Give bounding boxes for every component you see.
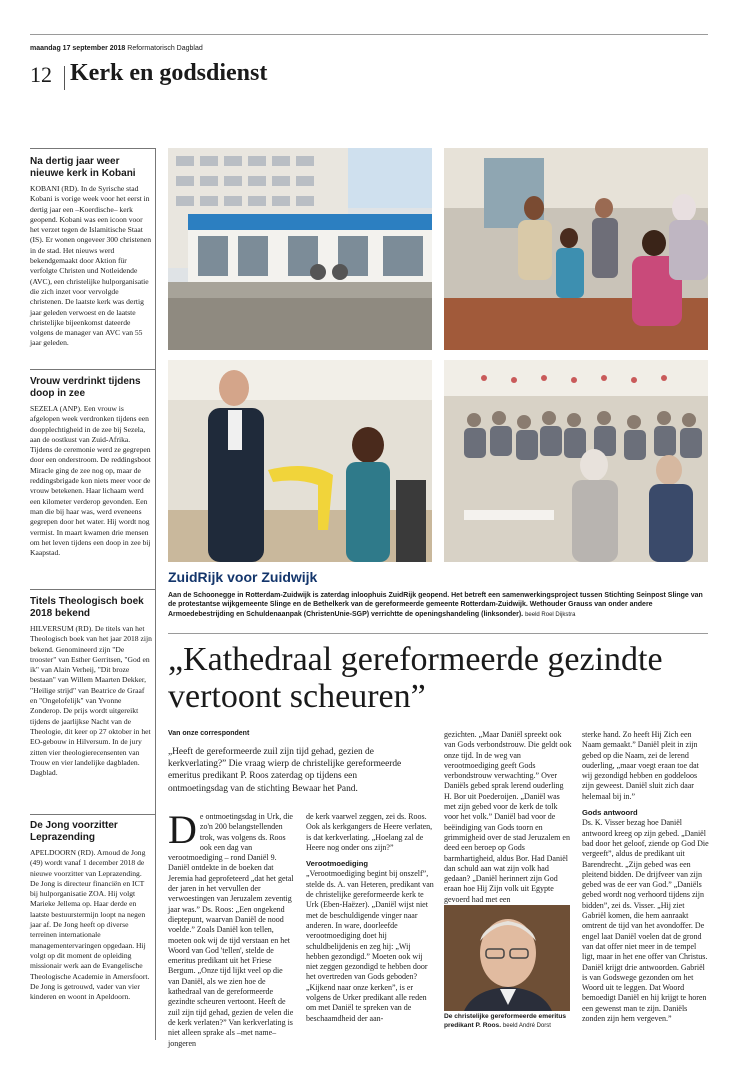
article-headline: „Kathedraal gereformeerde gezindte vertoont scheuren” [168,641,663,715]
column-text: Ds. K. Visser bezag hoe Daniël antwoord kreeg op zijn gebed. „Daniël bad door het geloof, ziende op God Die vergeeft”, aldus de predikant uit Barendrecht. „Zijn gebed was een pleitend bidden. De drijfveer van zijn gebed was de eer van God.” „Daniëls gebed wordt nog verhoord tijdens zijn bidden”, zei ds. Visser. „Hij ziet Gabriël komen, die hem aanraakt omtrent de tijd van het avondoffer. De engel laat Daniël voelen dat de grond van dat offer niet meer in de tempel ligt, maar in het ene offer van Christus. Daniël krijgt drie antwoorden. Gabriël is van Godswege gezonden om het Woord uit te leggen. Dat Woord bemoedigt Daniël en hij krijgt te horen een gewenst man te zijn. Daniëls zonden zijn hem vergeven.” [582,818,709,1024]
article-column-3 [444,730,572,905]
brief-title: De Jong voorzitter Leprazending [30,820,118,843]
sidebar-separator [30,369,156,370]
column-text: sterke hand. Zo heeft Hij Zich een Naam gemaakt.” Daniël pleit in zijn gebed op die Naam, zei de lerend ouderling, „maar voegt eraan toe dat wij gezondigd hebben en goddeloos zijn geweest. Daniël sluit zich daar helemaal bij in.” [582,730,699,801]
caption-text: Aan de Schoonegge in Rotterdam-Zuidwijk is zaterdag inloophuis ZuidRijk geopend. Het betreft een samenwerkingsproject tussen Stichting Seinpost Slinge van de protestantse wijkgemeente Slinge en de Bethelkerk van de gereformeerde gemeente Rotterdam-Zuidwijk. Wethouder Grauss van onder andere Armoedebestrijding en Schuldenaanpak (ChristenUnie-SGP) verrichtte de openingshandeling (linksonder). [168,592,703,618]
photo-story-title: ZuidRijk voor Zuidwijk [168,569,318,585]
brief-sezela [30,376,152,558]
publication-name: Reformatorisch Dagblad [127,45,203,52]
photo-crowd-tables [444,360,708,562]
sidebar-separator [30,814,156,815]
photo-building-exterior [168,148,432,350]
brief-body: SEZELA (ANP). Een vrouw is afgelopen week verdronken tijdens een doopplechtigheid in de zee bij Sezela, aan de oostkust van Zuid-Afrika. Tijdens de ceremonie werd ze gegrepen door een onderstroom. De reddingsboot Miracle ging de zee nog op, maar de reddingsbrigade kon niets meer voor de vrouw betekenen. Haar lichaam werd een kilometer verderop gevonden. Een man die bij haar was, werd eveneens gegrepen door het water. Hij wordt nog vermist. In maart kwamen drie mensen om het leven tijdens een doop in zee bij Kaapstad. [30,404,151,558]
portrait-caption-text: De christelijke gereformeerde emeritus predikant P. Roos. [444,1013,567,1029]
subheading-verootmoediging: Verootmoediging [306,859,369,869]
brief-title: Na dertig jaar weer nieuwe kerk in Kobani [30,156,136,179]
header-rule [30,34,708,35]
dateline [30,45,203,52]
brief-body: APELDOORN (RD). Arnoud de Jong (49) wordt vanaf 1 december 2018 de nieuwe voorzitter van Leprazending. De Jong is directeur financiën en ICT bij hulporganisatie ZOA. Hij volgt Marieke Jellema op. Haar derde en laatste bestuurstermijn loopt na negen jaar af. De Jong heeft op diverse terreinen internationale managementervaringen opgedaan. Hij volgt op dit moment de opleiding missionair werk aan de Evangelische Theologische Academie in Amersfoort. De Jong is getrouwd, vader van vier kinderen en woont in Apeldoorn. [30,848,150,1002]
section-title: Kerk en godsdienst [70,60,268,86]
issue-date: maandag 17 september 2018 [30,45,126,52]
sidebar-separator [30,148,156,149]
portrait-caption [444,1013,570,1030]
column-text: „Verootmoediging begint bij onszelf”, stelde ds. A. van Heteren, predikant van de christelijke gereformeerde kerk te Urk (Eben-Haëzer). „Daniël wijst niet met de beschuldigende vinger naar anderen. In ware, doorleefde verootmoediging doet hij schuldbelijdenis en zeg hij: „Wij hebben gezondigd.” Moeten ook wij niet zeggen gezondigd te hebben door het overtreden van Gods geboden? „Kijkend naar onze kerken”, is er volgens de Urker predikant alle reden om met Daniël te spreken van de beschaamdheid der aan- [306,869,434,1023]
article-column-4 [582,730,710,1024]
brief-title: Titels Theologisch boek 2018 bekend [30,596,144,619]
portrait-credit: beeld André Dorst [502,1022,551,1029]
photo-credit: beeld Roel Dijkstra [525,611,576,618]
brief-theologisch-boek [30,596,152,778]
brief-kobani [30,156,152,349]
column-text: de kerk vaarwel zeggen, zei ds. Roos. Ook als kerkgangers de Heere verlaten, is dat kerkverlating. „Hoelang zal de Heere nog onder ons zijn?” [306,812,433,852]
page-number: 12 [30,62,52,87]
header-divider [64,66,65,90]
article-rule [168,633,708,634]
drop-cap: D [168,807,197,852]
subheading-gods-antwoord: Gods antwoord [582,808,638,818]
brief-leprazending [30,820,152,1002]
sidebar-separator [30,589,156,590]
brief-body: HILVERSUM (RD). De titels van het Theologisch boek van het jaar 2018 zijn bekend. Genomineerd zijn "De trooster" van Esther Gerritsen, "God en ik" van Alain Verheij, "Dit broze bestaan" van Willem Maarten Dekker, "Heilige strijd" van Beatrice de Graaf en "Ongelofelijk" van Yvonne Zonderop. De prijs wordt uitgereikt tijdens de jaarlijkse Nacht van de Theologie, dit keer op 27 oktober in het EO-gebouw in Hilversum. In de jury zitten vier theologierecensenten van Trouw en vier landelijke dagbladen. Dagblad. [30,624,152,778]
article-byline: Van onze correspondent [168,730,250,737]
brief-title: Vrouw verdrinkt tijdens doop in zee [30,376,141,399]
photo-portrait-roos [444,905,570,1011]
photo-ribbon-cutting [168,360,432,562]
photo-story-caption [168,591,708,620]
column-text: e ontmoetingsdag in Urk, die zo'n 200 belangstellenden trok, was volgens ds. Roos ook een dag van verootmoediging – rond Daniël 9. Daniël ontdekte in de boeken dat Jeremia had geprofeteerd „dat het getal der jaren in het vervullen der verwoestingen van Jeruzalem zeventig jaar was.” Ds. Roos: „Een ongekend dieptepunt, waarvan Daniël de nood voelde.” Zoals Daniël kon tellen, moeten ook wij de tijd verstaan en het Woord van God 'tellen', stelde de emeritus predikant uit het Friese Bergum. „Onze tijd lijkt veel op die van Daniël, als we zien hoe de kathedraal van de gereformeerde gezindte scheuren vertoont. Heeft de zuil zijn tijd gehad, gezien de velen die de kerk verlaten?” Van kerkverlating is niet alleen sprake als –met name– jongeren [168,812,294,1048]
column-text: gezichten. „Maar Daniël spreekt ook van Gods verbondstrouw. Die geldt ook onze tijd. In de weg van verootmoediging geeft Gods verbondstrouw verwachting.” Over Daniëls gebed sprak lerend ouderling H. Bor uit Poederoijen. „Daniël was met zijn gebed voor de kerk de tolk voor het volk.” Daniël bad voor de beëindiging van Gods toorn en grimmigheid over de stad Jeruzalem en deed een beroep op Gods barmhartigheid, aldus Bor. Had Daniël dan schuld aan wat zijn volk had gedaan? „Daniël herinnert zijn God eraan hoe Hij Zijn volk uit Egypte gevoerd had met een [444,730,572,904]
article-column-2 [306,812,434,1024]
brief-body: KOBANI (RD). In de Syrische stad Kobani is vorige week voor het eerst in dertig jaar een –Koerdische– kerk geopend. Kobani was een icoon voor het verzet tegen de Islamitische Staat (IS). Er wonen ongeveer 300 christenen in de stad. Het nieuws werd bekendgemaakt door Aktion für verfolgte Christen und Notleidende (AVC), een christelijke hulporganisatie die zich inzet voor vervolgde christenen. De laatste kerk was dertig jaar geleden verwoest en de laatste christelijke bijeenkomst dateerde volgens de manager van AVC van 55 jaar geleden. [30,184,152,348]
news-sidebar [30,148,156,1040]
photo-people-gathering [444,148,708,350]
article-column-1 [168,807,296,1049]
article-intro: „Heeft de gereformeerde zuil zijn tijd gehad, gezien de kerkverlating?” Die vraag wierp de christelijke gereformeerde emeritus predikant P. Roos zaterdag op tijdens een ontmoetingsdag van de stichting Bewaar het Pand. [168,747,402,794]
